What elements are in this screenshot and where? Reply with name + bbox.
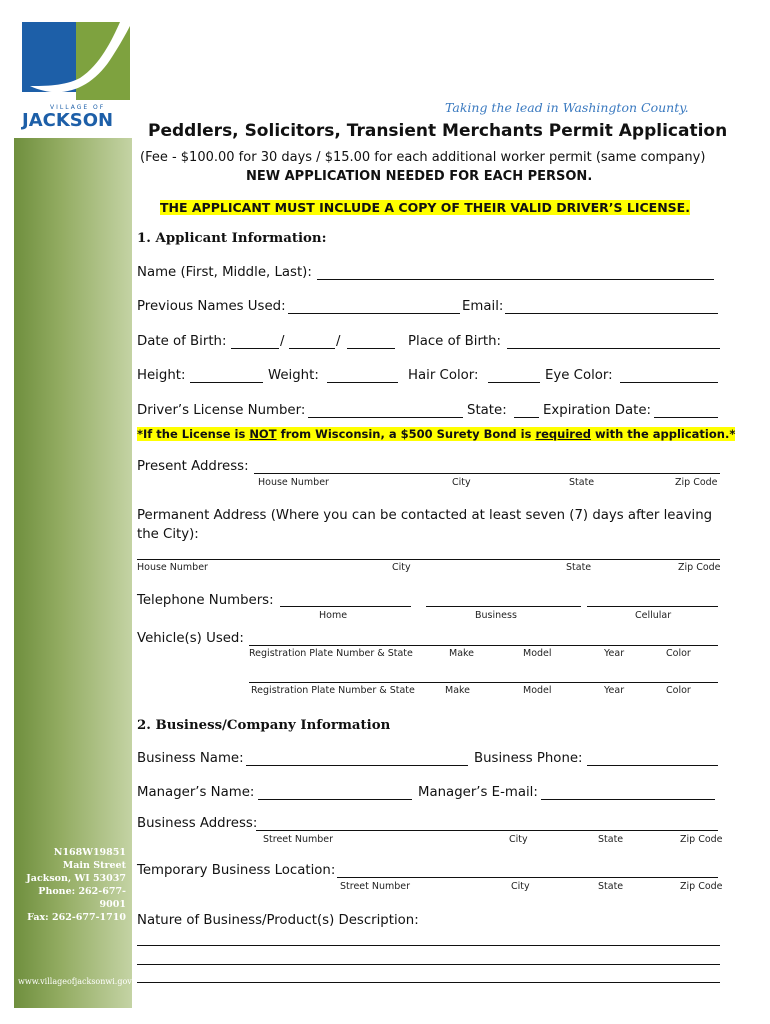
nature-line-2[interactable] (137, 964, 720, 965)
weight-label: Weight: (268, 368, 319, 383)
nature-line-3[interactable] (137, 982, 720, 983)
cellular-caption: Cellular (635, 610, 672, 621)
biz-state-caption: State (598, 834, 624, 845)
present-address-label: Present Address: (137, 459, 249, 474)
manager-email-field[interactable] (541, 799, 715, 800)
fee-note: (Fee - $100.00 for 30 days / $15.00 for each additional worker permit (same company) (140, 150, 706, 165)
temp-location-label: Temporary Business Location: (137, 863, 336, 878)
perm-house-caption: House Number (137, 562, 208, 573)
page-title: Peddlers, Solicitors, Transient Merchants Permit Application (148, 121, 728, 141)
biz-street-caption: Street Number (263, 834, 334, 845)
dob-slash: / (280, 334, 285, 349)
sidebar-address (14, 846, 126, 924)
bond-text: from Wisconsin, a $500 Surety Bond is (276, 427, 536, 441)
section-2-heading: 2. Business/Company Information (137, 718, 391, 733)
license-notice (160, 200, 690, 215)
license-notice-text: THE APPLICANT MUST INCLUDE A COPY OF THEIR VALID DRIVER’S LICENSE. (160, 200, 690, 215)
present-state-caption: State (569, 477, 595, 488)
bond-required-text: required (535, 427, 591, 441)
name-field[interactable] (317, 279, 714, 280)
vehicle-2-year-caption: Year (604, 685, 625, 696)
perm-zip-caption: Zip Code (678, 562, 721, 573)
temp-street-caption: Street Number (340, 881, 411, 892)
biz-city-caption: City (509, 834, 528, 845)
previous-names-field[interactable] (288, 313, 460, 314)
address-line: Main Street (62, 860, 126, 871)
vehicle-2-make-caption: Make (445, 685, 471, 696)
dob-year-field[interactable] (347, 348, 395, 349)
address-line: N168W19851 (53, 847, 126, 858)
business-address-field[interactable] (256, 830, 718, 831)
new-application-text: NEW APPLICATION NEEDED FOR EACH PERSON (246, 169, 588, 184)
business-name-label: Business Name: (137, 751, 244, 766)
hair-color-field[interactable] (488, 382, 540, 383)
license-state-field[interactable] (514, 417, 539, 418)
vehicle-2-field[interactable] (249, 682, 718, 683)
business-phone-field-2[interactable] (587, 765, 718, 766)
permanent-address-field[interactable] (137, 559, 720, 560)
vehicle-1-field[interactable] (249, 645, 718, 646)
dob-slash: / (336, 334, 341, 349)
present-city-caption: City (452, 477, 471, 488)
email-label: Email: (462, 299, 504, 314)
vehicle-2-plate-caption: Registration Plate Number & State (251, 685, 415, 696)
nature-line-1[interactable] (137, 945, 720, 946)
height-label: Height: (137, 368, 186, 383)
vehicle-label: Vehicle(s) Used: (137, 631, 244, 646)
bond-not-text: NOT (249, 427, 277, 441)
sidebar-website: www.villageofjacksonwi.gov (18, 977, 132, 986)
home-phone-field[interactable] (280, 606, 411, 607)
manager-name-field[interactable] (258, 799, 412, 800)
perm-state-caption: State (566, 562, 592, 573)
logo-mark-icon (20, 20, 135, 102)
business-phone-label: Business Phone: (474, 751, 583, 766)
license-state-label: State: (467, 403, 507, 418)
license-number-field[interactable] (308, 417, 463, 418)
telephone-label: Telephone Numbers: (137, 593, 274, 608)
new-application-note: NEW APPLICATION NEEDED FOR EACH PERSON. (246, 169, 593, 184)
business-name-field[interactable] (246, 765, 468, 766)
name-label: Name (First, Middle, Last): (137, 265, 312, 280)
home-caption: Home (319, 610, 348, 621)
expiration-label: Expiration Date: (543, 403, 651, 418)
vehicle-1-year-caption: Year (604, 648, 625, 659)
section-1-heading: 1. Applicant Information: (137, 231, 327, 246)
hair-color-label: Hair Color: (408, 368, 479, 383)
email-field[interactable] (505, 313, 718, 314)
present-house-caption: House Number (258, 477, 329, 488)
temp-state-caption: State (598, 881, 624, 892)
vehicle-1-model-caption: Model (523, 648, 552, 659)
permanent-address-label: Permanent Address (Where you can be contacted at least seven (7) days after leaving (137, 508, 713, 523)
vehicle-1-color-caption: Color (666, 648, 691, 659)
vehicle-2-model-caption: Model (523, 685, 552, 696)
business-phone-field[interactable] (426, 606, 581, 607)
pob-field[interactable] (507, 348, 720, 349)
address-line: Fax: 262-677-1710 (27, 912, 126, 923)
vehicle-2-color-caption: Color (666, 685, 691, 696)
vehicle-1-make-caption: Make (449, 648, 475, 659)
cell-phone-field[interactable] (587, 606, 718, 607)
village-logo (20, 20, 135, 130)
nature-of-business-label: Nature of Business/Product(s) Description: (137, 913, 419, 928)
pob-label: Place of Birth: (408, 334, 502, 349)
business-caption: Business (475, 610, 517, 621)
present-zip-caption: Zip Code (675, 477, 718, 488)
manager-name-label: Manager’s Name: (137, 785, 255, 800)
previous-names-label: Previous Names Used: (137, 299, 286, 314)
dob-day-field[interactable] (289, 348, 335, 349)
manager-email-label: Manager’s E-mail: (418, 785, 538, 800)
license-number-label: Driver’s License Number: (137, 403, 306, 418)
dob-label: Date of Birth: (137, 334, 227, 349)
present-address-field[interactable] (254, 473, 720, 474)
address-line: Phone: 262-677-9001 (38, 886, 126, 910)
surety-bond-note (137, 427, 735, 441)
temp-zip-caption: Zip Code (680, 881, 723, 892)
logo-name: JACKSON (22, 110, 114, 131)
weight-field[interactable] (327, 382, 398, 383)
biz-zip-caption: Zip Code (680, 834, 723, 845)
logo-village-of: VILLAGE OF (50, 104, 106, 111)
business-address-label: Business Address: (137, 816, 258, 831)
bond-text: with the application.* (591, 427, 736, 441)
address-line: Jackson, WI 53037 (26, 873, 126, 884)
temp-city-caption: City (511, 881, 530, 892)
tagline: Taking the lead in Washington County. (445, 100, 689, 115)
dob-month-field[interactable] (231, 348, 279, 349)
permanent-address-label-2: the City): (137, 527, 199, 542)
bond-text: *If the License is (137, 427, 250, 441)
eye-color-label: Eye Color: (545, 368, 613, 383)
vehicle-1-plate-caption: Registration Plate Number & State (249, 648, 413, 659)
temp-location-field[interactable] (337, 877, 718, 878)
perm-city-caption: City (392, 562, 411, 573)
expiration-field[interactable] (654, 417, 718, 418)
eye-color-field[interactable] (620, 382, 718, 383)
height-field[interactable] (190, 382, 263, 383)
